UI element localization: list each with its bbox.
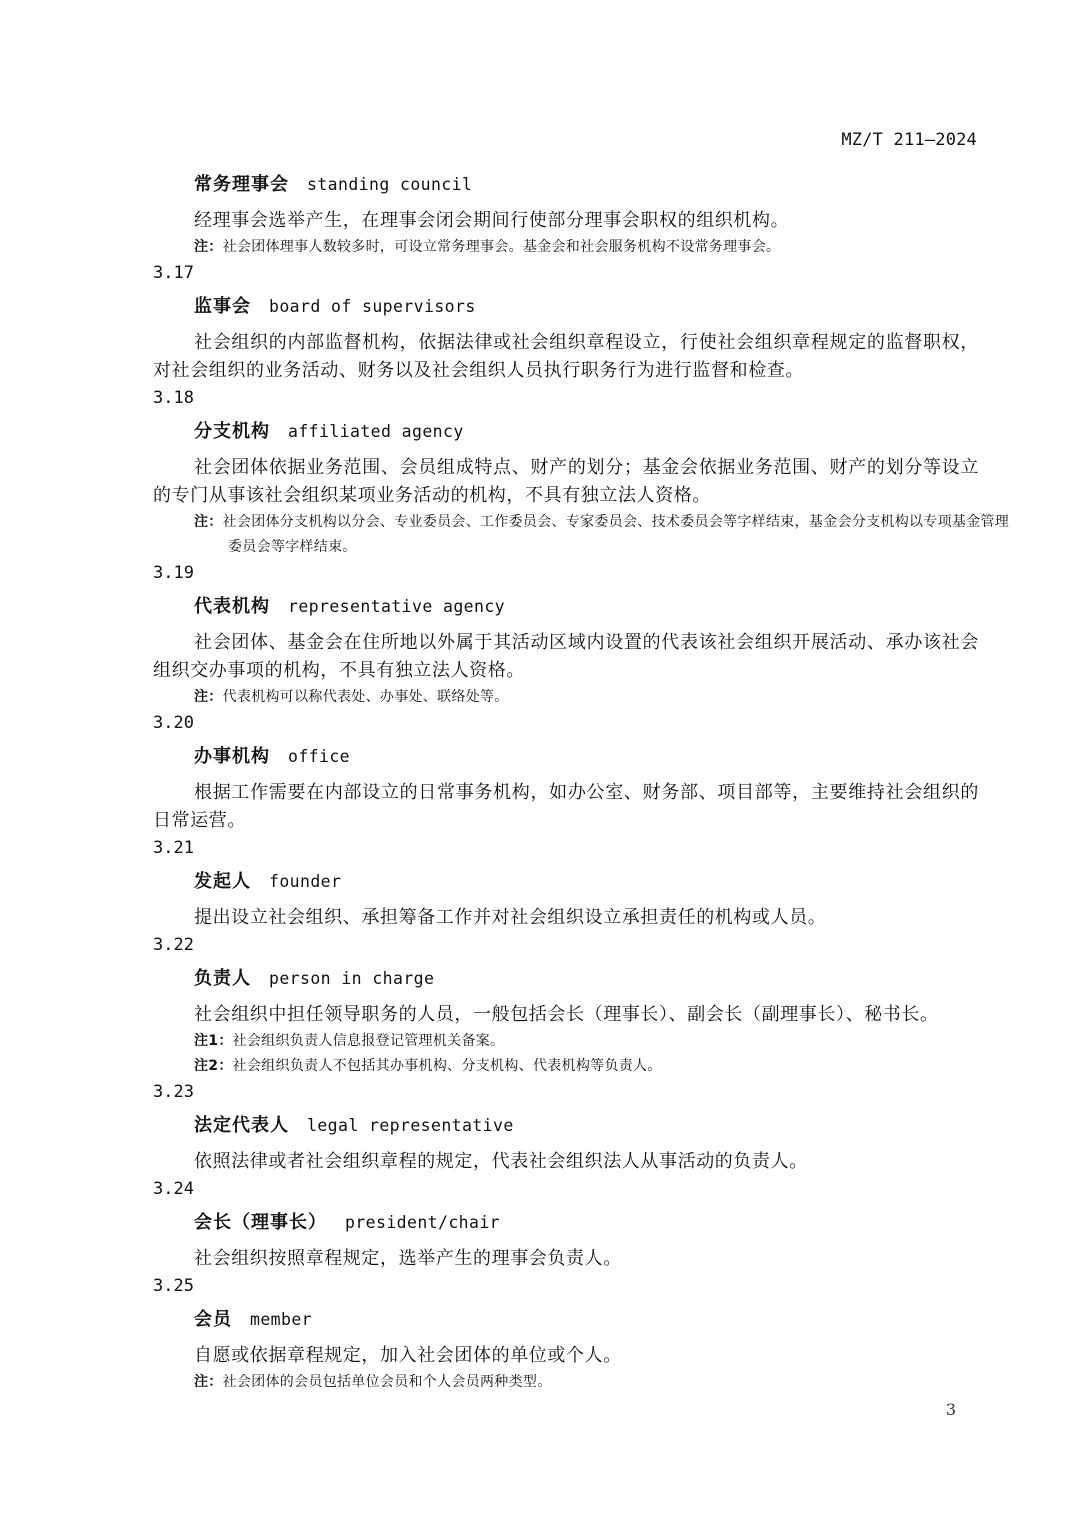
term-entry [0,260,1080,385]
term-chinese: 发起人 [194,871,251,892]
term-heading [0,1304,1080,1336]
term-entry [0,169,1080,260]
term-chinese: 会员 [194,1309,232,1330]
term-english: member [250,1310,313,1329]
entry-number: 3.20 [153,713,194,733]
note-label: 注： [194,239,223,255]
term-english: founder [269,872,342,891]
entry-number: 3.21 [153,838,194,858]
term-chinese: 会长（理事长） [194,1212,327,1233]
note-text: 社会团体理事人数较多时，可设立常务理事会。基金会和社会服务机构不设常务理事会。 [222,239,781,255]
term-definition: 社会团体、基金会在住所地以外属于其活动区域内设置的代表该社会组织开展活动、承办该社会组织交办事项的机构，不具有独立法人资格。 [153,632,979,681]
entry-number: 3.17 [153,263,194,283]
term-entry [0,932,1080,1079]
note-label: 注1： [194,1033,233,1049]
term-chinese: 代表机构 [194,596,270,617]
term-chinese: 常务理事会 [194,174,289,195]
entry-number: 3.22 [153,935,194,955]
term-chinese: 分支机构 [194,421,270,442]
note-label: 注： [194,689,223,705]
term-entry [0,710,1080,835]
term-heading [0,866,1080,898]
term-entry [0,385,1080,560]
term-note [194,1054,1013,1079]
note-text: 代表机构可以称代表处、办事处、联络处等。 [222,689,509,705]
term-heading [0,963,1080,995]
term-chinese: 办事机构 [194,746,270,767]
term-english: board of supervisors [269,297,476,316]
note-text: 社会团体的会员包括单位会员和个人会员两种类型。 [222,1374,552,1390]
term-english: person in charge [269,969,435,988]
entry-number: 3.18 [153,388,194,408]
terms-list [0,164,1080,1395]
term-heading [0,591,1080,623]
term-definition: 社会组织中担任领导职务的人员，一般包括会长（理事长）、副会长（副理事长）、秘书长。 [194,1004,939,1025]
term-english: president/chair [345,1213,501,1232]
page-number: 3 [945,1400,956,1419]
standard-code: MZ/T 211—2024 [841,130,977,150]
term-note [194,1370,1013,1395]
term-heading [0,291,1080,323]
term-entry [0,1176,1080,1273]
term-note [194,510,1013,560]
term-heading [0,416,1080,448]
note-text: 社会组织负责人不包括其办事机构、分支机构、代表机构等负责人。 [232,1058,662,1074]
term-note [194,235,1013,260]
term-entry [0,1273,1080,1395]
term-definition: 经理事会选举产生，在理事会闭会期间行使部分理事会职权的组织机构。 [194,210,790,231]
term-english: affiliated agency [288,422,464,441]
term-definition: 提出设立社会组织、承担筹备工作并对社会组织设立承担责任的机构或人员。 [194,907,827,928]
entry-number: 3.25 [153,1276,194,1296]
term-heading [0,1110,1080,1142]
term-entry [0,1079,1080,1176]
note-text: 社会组织负责人信息报登记管理机关备案。 [232,1033,505,1049]
entry-number: 3.19 [153,563,194,583]
note-label: 注： [194,514,223,530]
term-english: legal representative [307,1116,514,1135]
term-heading [0,1207,1080,1239]
term-heading [0,169,1080,201]
term-definition: 社会团体依据业务范围、会员组成特点、财产的划分；基金会依据业务范围、财产的划分等设立的专门从事该社会组织某项业务活动的机构，不具有独立法人资格。 [153,457,979,506]
term-note [194,685,1013,710]
entry-number: 3.23 [153,1082,194,1102]
entry-number: 3.24 [153,1179,194,1199]
term-definition: 自愿或依据章程规定，加入社会团体的单位或个人。 [194,1345,622,1366]
term-english: representative agency [288,597,506,616]
term-entry [0,560,1080,710]
term-entry [0,835,1080,932]
term-definition: 社会组织的内部监督机构，依据法律或社会组织章程设立，行使社会组织章程规定的监督职权，对社会组织的业务活动、财务以及社会组织人员执行职务行为进行监督和检查。 [153,332,979,381]
note-label: 注： [194,1374,223,1390]
note-text: 社会团体分支机构以分会、专业委员会、工作委员会、专家委员会、技术委员会等字样结束，基金会分支机构以专项基金管理委员会等字样结束。 [222,514,1010,555]
term-chinese: 监事会 [194,296,251,317]
term-definition: 根据工作需要在内部设立的日常事务机构，如办公室、财务部、项目部等，主要维持社会组织的日常运营。 [153,782,979,831]
term-definition: 社会组织按照章程规定，选举产生的理事会负责人。 [194,1248,622,1269]
term-chinese: 法定代表人 [194,1115,289,1136]
term-english: standing council [307,175,473,194]
term-chinese: 负责人 [194,968,251,989]
term-definition: 依照法律或者社会组织章程的规定，代表社会组织法人从事活动的负责人。 [194,1151,808,1172]
term-heading [0,741,1080,773]
note-label: 注2： [194,1058,233,1074]
term-note [194,1029,1013,1054]
term-english: office [288,747,351,766]
